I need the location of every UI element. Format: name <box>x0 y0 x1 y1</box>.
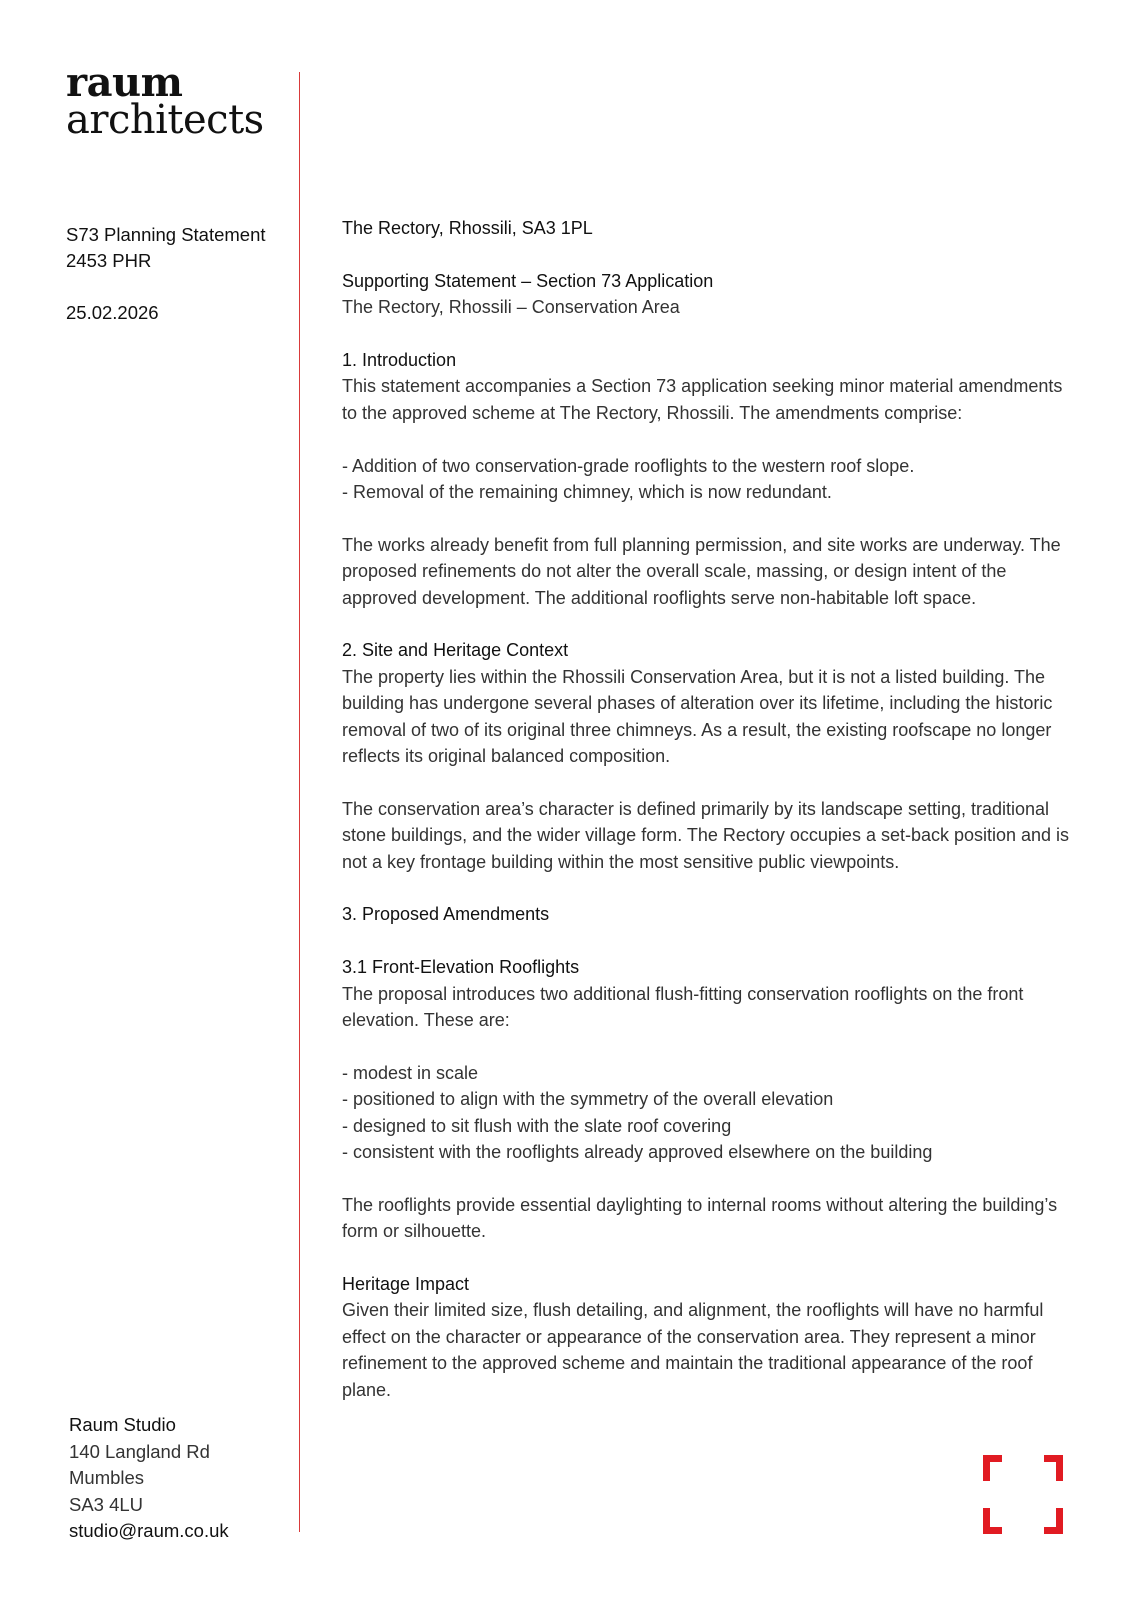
section-heading-proposed-amendments: 3. Proposed Amendments <box>342 904 550 925</box>
paragraph: The works already benefit from full planning permission, and site works are underway. The proposed refinements do not alter the overall scale, massing, or design intent of the approved development. The additional rooflights serve non-habitable loft space. <box>342 534 1061 608</box>
document-reference: 2453 PHR <box>66 250 152 271</box>
address-town: Mumbles <box>69 1467 145 1488</box>
paragraph: Given their limited size, flush detailing, and alignment, the rooflights will have no harmful effect on the character or appearance of the conservation area. They represent a minor refinement to the approved scheme and maintain the traditional appearance of the roof plane. <box>342 1300 1044 1400</box>
logo-line-raum: raum <box>66 59 183 106</box>
site-address: The Rectory, Rhossili, SA3 1PL <box>342 218 593 238</box>
list-item: - Removal of the remaining chimney, which is now redundant. <box>342 482 832 503</box>
document-meta <box>66 222 266 326</box>
brand-bracket-mark-icon <box>983 1455 1063 1534</box>
statement-title: Supporting Statement – Section 73 Application <box>342 270 714 291</box>
subsection-heading-rooflights: 3.1 Front-Elevation Rooflights <box>342 957 580 978</box>
section-heading-site-context: 2. Site and Heritage Context <box>342 640 569 661</box>
email-link[interactable]: studio@raum.co.uk <box>69 1520 229 1541</box>
studio-address <box>69 1412 229 1545</box>
statement-body <box>342 215 1082 1403</box>
logo-line-architects: architects <box>66 97 264 143</box>
list-item: - consistent with the rooflights already approved elsewhere on the building <box>342 1142 933 1163</box>
address-postcode: SA3 4LU <box>69 1493 144 1515</box>
paragraph: This statement accompanies a Section 73 application seeking minor material amendments to the approved scheme at The Rectory, Rhossili. The amendments comprise: <box>342 376 1063 423</box>
list-item: - Addition of two conservation-grade rooflights to the western roof slope. <box>342 455 915 476</box>
subsection-heading-heritage-impact: Heritage Impact <box>342 1274 470 1295</box>
statement-subtitle: The Rectory, Rhossili – Conservation Area <box>342 297 680 318</box>
list-item: - positioned to align with the symmetry of the overall elevation <box>342 1089 834 1110</box>
list-item: - modest in scale <box>342 1062 479 1083</box>
studio-name: Raum Studio <box>69 1414 176 1435</box>
document-date: 25.02.2026 <box>66 302 159 323</box>
address-street: 140 Langland Rd <box>69 1440 210 1462</box>
paragraph: The rooflights provide essential daylighting to internal rooms without altering the building’s form or silhouette. <box>342 1194 1058 1242</box>
document-type: S73 Planning Statement <box>66 224 266 245</box>
section-heading-introduction: 1. Introduction <box>342 350 457 370</box>
list-item: - designed to sit flush with the slate roof covering <box>342 1115 732 1136</box>
paragraph: The property lies within the Rhossili Conservation Area, but it is not a listed building. The building has undergone several phases of alteration over its lifetime, including the historic removal of two of its original three chimneys. As a result, the existing roofscape no longer reflects its original balanced composition. <box>342 666 1053 767</box>
paragraph: The proposal introduces two additional flush-fitting conservation rooflights on the front elevation. These are: <box>342 983 1024 1031</box>
margin-divider-line <box>299 72 300 1532</box>
paragraph: The conservation area’s character is defined primarily by its landscape setting, traditional stone buildings, and the wider village form. The Rectory occupies a set-back position and is not a key frontage building within the most sensitive public viewpoints. <box>342 798 1070 872</box>
company-logo <box>66 59 264 143</box>
